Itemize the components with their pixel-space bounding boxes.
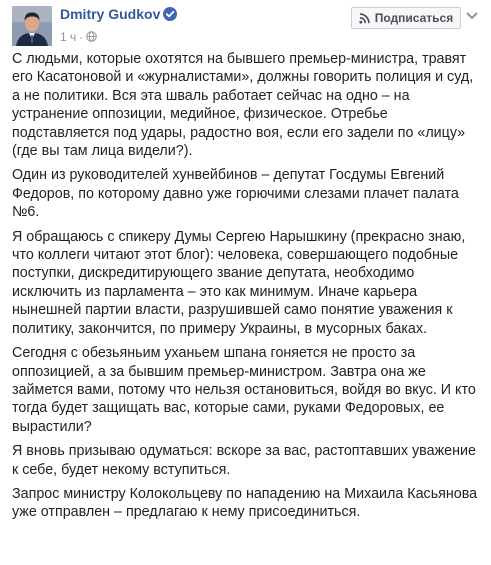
post-paragraph: С людьми, которые охотятся на бывшего премьер-министра, травят его Касатоновой и «журналистами», должны говорить полиция и суд, а не политики. Вся эта шваль работает сейчас на одно – на устранение оппозиции, медийное, физическое. Отребье подставляется под удары, радостно воя, если его задели по «лицу» (где вы там лица видели?). xyxy=(12,51,474,160)
post-paragraph: Один из руководителей хунвейбинов – депутат Госдумы Евгений Федоров, по которому давно уже горючими слезами плачет палата №6. xyxy=(12,167,459,221)
post-body xyxy=(12,50,482,528)
author-avatar[interactable] xyxy=(12,6,52,46)
rss-icon xyxy=(359,13,370,24)
verified-badge-icon xyxy=(163,7,177,21)
post-paragraph: Я вновь призываю одуматься: вскоре за вас, растоптавших уважение к себе, будет некому вступиться. xyxy=(12,443,476,478)
post-timestamp[interactable]: 1 ч xyxy=(60,30,77,44)
author-name[interactable]: Dmitry Gudkov xyxy=(60,6,161,22)
globe-icon[interactable] xyxy=(86,31,97,42)
chevron-down-icon[interactable] xyxy=(466,11,478,21)
subscribe-label: Подписаться xyxy=(374,11,454,25)
post-paragraph: Сегодня с обезьяньим уханьем шпана гоняется не просто за оппозицией, а за бывшим премьер-министром. Завтра она же займется вами, потому что нельзя остановиться, войдя во вкус. И кто тогда будет защищать вас, которые сами, руками Федоровых, ее вырастили? xyxy=(12,345,476,435)
avatar-photo xyxy=(12,6,52,46)
post-meta xyxy=(60,30,97,44)
meta-separator: · xyxy=(79,30,84,44)
post-paragraph: Я обращаюсь с спикеру Думы Сергею Нарышкину (прекрасно знаю, что коллеги читают этот блог): человека, совершающего подобные поступки, дискредитирующего звание депутата, необходимо исключить из парламента – это как минимум. Иначе карьера нынешней партии власти, разрушившей само понятие уважения к политику, закончится, по примеру Украины, в мусорных баках. xyxy=(12,228,466,337)
post-paragraph: Запрос министру Колокольцеву по нападению на Михаила Касьянова уже отправлен – предлагаю к нему присоединиться. xyxy=(12,485,478,521)
subscribe-button[interactable] xyxy=(351,7,461,29)
post-header xyxy=(0,0,491,52)
